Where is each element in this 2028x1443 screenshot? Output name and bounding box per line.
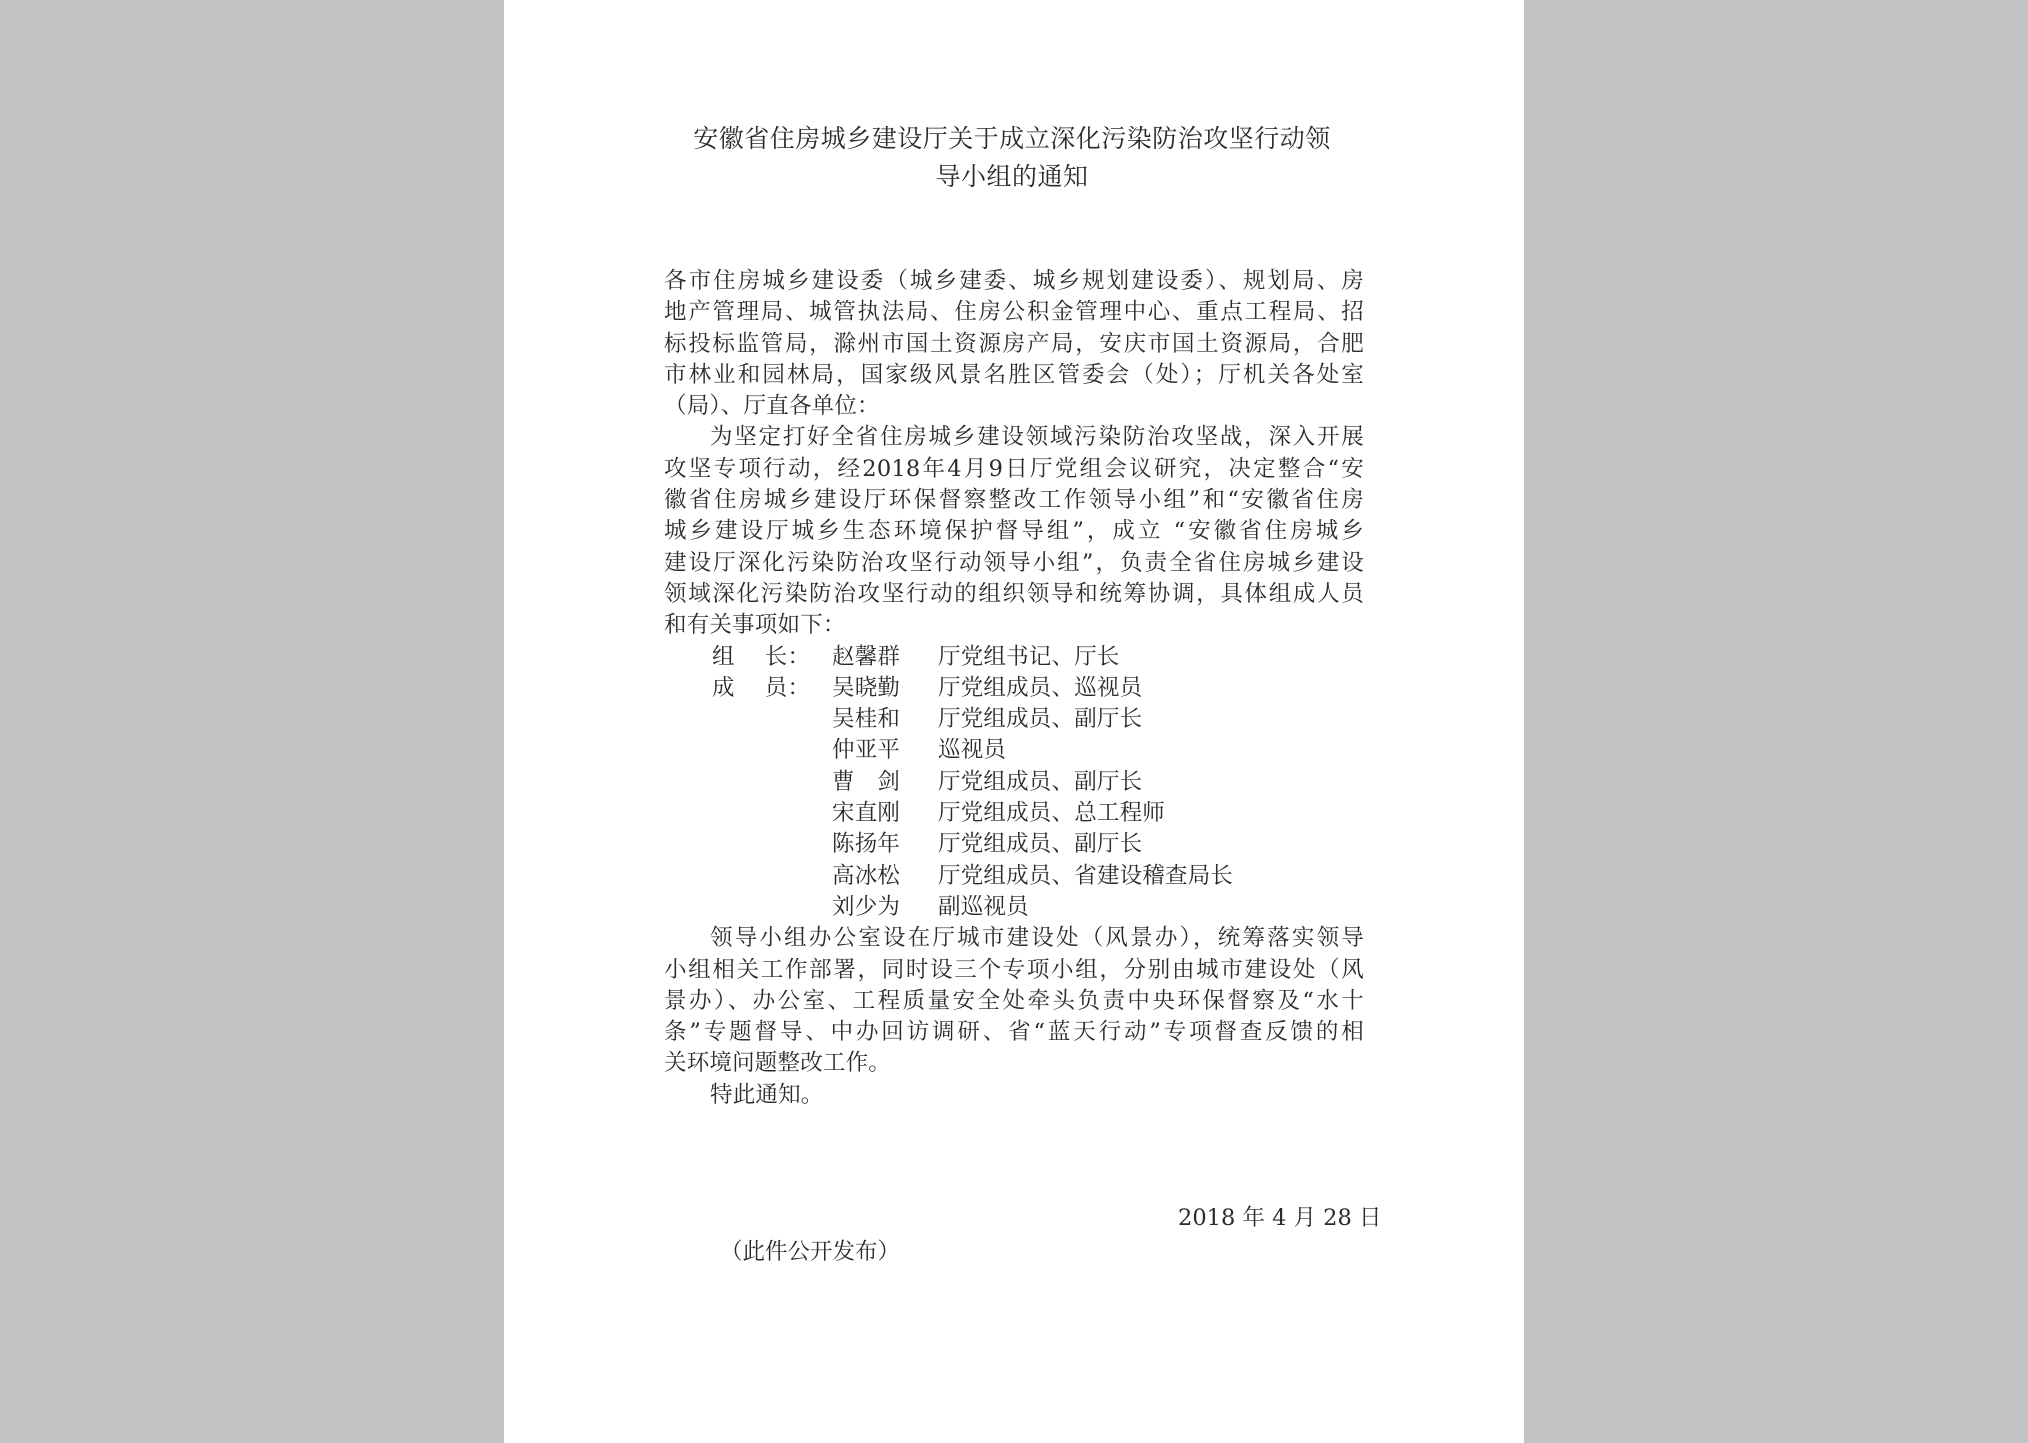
- member-role: [664, 798, 832, 829]
- member-title: 巡视员: [938, 737, 1007, 764]
- member-role: [664, 704, 832, 735]
- member-name: 陈扬年: [832, 831, 901, 858]
- member-role: 成 员：: [712, 674, 811, 701]
- member-role: [664, 735, 832, 766]
- para1-line-4: 城乡建设厅城乡生态环境保护督导组”，成立 “安徽省住房城乡: [664, 518, 1364, 545]
- document-page: [504, 0, 1524, 1443]
- para1-line-3: 徽省住房城乡建设厅环保督察整改工作领导小组”和“安徽省住房: [664, 487, 1364, 514]
- member-row: [664, 829, 1364, 860]
- member-role: [664, 767, 832, 798]
- member-name: 赵馨群: [832, 643, 901, 670]
- addressee-line-3: 标投标监管局，滁州市国土资源房产局，安庆市国土资源局，合肥: [664, 330, 1364, 357]
- member-row: [664, 642, 1364, 673]
- member-row: [664, 892, 1364, 923]
- addressee-line-1: 各市住房城乡建设委（城乡建委、城乡规划建设委）、规划局、房: [664, 268, 1364, 294]
- member-title: 厅党组成员、副厅长: [938, 768, 1143, 795]
- member-row: [664, 704, 1364, 735]
- member-role: [664, 861, 832, 892]
- member-name: 吴晓勤: [832, 674, 901, 701]
- closing-line: 特此通知。: [710, 1081, 824, 1108]
- member-role: [664, 892, 832, 923]
- member-name: 仲亚平: [832, 737, 901, 764]
- member-name: 吴桂和: [832, 706, 901, 733]
- para1-line-2: 攻坚专项行动，经2018年4月9日厅党组会议研究，决定整合“安: [664, 455, 1364, 482]
- publish-note: （此件公开发布）: [720, 1239, 901, 1265]
- member-row: [664, 673, 1364, 704]
- para1-line-5: 建设厅深化污染防治攻坚行动领导小组”，负责全省住房城乡建设: [664, 549, 1364, 576]
- addressee-line-2: 地产管理局、城管执法局、住房公积金管理中心、重点工程局、招: [664, 299, 1364, 326]
- member-name: 刘少为: [832, 893, 901, 920]
- member-title: 厅党组成员、副厅长: [938, 706, 1143, 733]
- member-name: 宋直刚: [832, 800, 901, 827]
- member-row: [664, 767, 1364, 798]
- title-line-1: 安徽省住房城乡建设厅关于成立深化污染防治攻坚行动领: [693, 124, 1331, 153]
- para1-line-1: 为坚定打好全省住房城乡建设领域污染防治攻坚战，深入开展: [710, 424, 1364, 451]
- para2-line-1: 领导小组办公室设在厅城市建设处（风景办），统筹落实领导: [710, 925, 1364, 952]
- member-role: 组 长：: [712, 643, 811, 670]
- addressee-line-4: 市林业和园林局，国家级风景名胜区管委会（处）；厅机关各处室: [664, 361, 1364, 388]
- member-title: 厅党组书记、厅长: [938, 643, 1120, 670]
- para2-line-2: 小组相关工作部署，同时设三个专项小组，分别由城市建设处（风: [664, 956, 1364, 983]
- member-title: 厅党组成员、省建设稽查局长: [938, 862, 1234, 889]
- para2-line-5: 关环境问题整改工作。: [664, 1050, 892, 1077]
- member-title: 厅党组成员、总工程师: [938, 800, 1166, 827]
- para1-line-7: 和有关事项如下：: [664, 612, 846, 639]
- para2-line-4: 条”专题督导、中办回访调研、省“蓝天行动”专项督查反馈的相: [664, 1019, 1364, 1046]
- member-role: [664, 829, 832, 860]
- addressee-line-5: （局）、厅直各单位：: [664, 393, 880, 420]
- member-row: [664, 735, 1364, 766]
- member-title: 厅党组成员、副厅长: [938, 831, 1143, 858]
- para2-line-3: 景办）、办公室、工程质量安全处牵头负责中央环保督察及“水十: [664, 987, 1364, 1014]
- para1-line-6: 领域深化污染防治攻坚行动的组织领导和统筹协调，具体组成人员: [664, 580, 1364, 607]
- document-date: 2018 年 4 月 28 日: [1178, 1205, 1382, 1231]
- member-title: 副巡视员: [938, 893, 1029, 920]
- document-body: [664, 266, 1364, 1111]
- document-title: [662, 120, 1362, 196]
- title-line-2: 导小组的通知: [935, 162, 1089, 191]
- member-name: 曹 剑: [832, 768, 901, 795]
- member-title: 厅党组成员、巡视员: [938, 674, 1143, 701]
- member-row: [664, 798, 1364, 829]
- members-list: [664, 642, 1364, 924]
- member-row: [664, 861, 1364, 892]
- member-name: 高冰松: [832, 862, 901, 889]
